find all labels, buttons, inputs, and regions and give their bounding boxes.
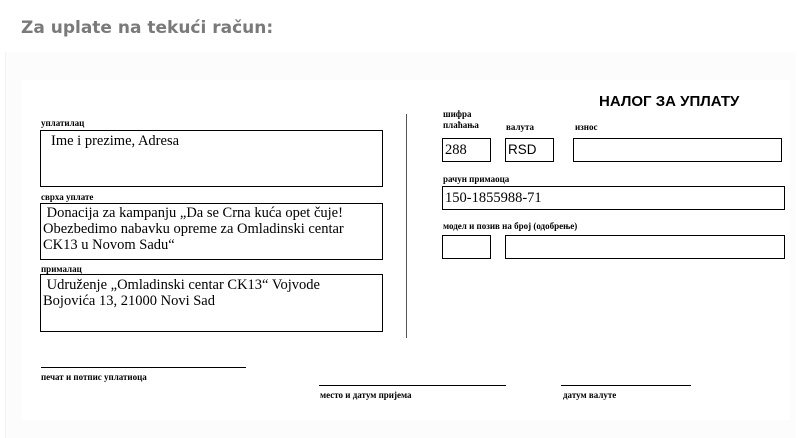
recipient-field[interactable] (40, 274, 383, 332)
payment-code-value: 288 (445, 142, 467, 158)
account-label: рачун примаоца (443, 174, 510, 184)
recipient-line-2: Bojovića 13, 21000 Novi Sad (43, 293, 215, 309)
value-date-line (561, 385, 691, 386)
purpose-line-3: CK13 u Novom Sadu“ (43, 237, 175, 253)
purpose-label: сврха уплате (41, 192, 94, 202)
model-field[interactable] (442, 235, 491, 259)
value-date-label: датум валуте (563, 390, 617, 400)
account-field[interactable] (442, 186, 785, 210)
payment-code-label: шифра (443, 109, 472, 119)
form-title: НАЛОГ ЗА УПЛАТУ (599, 93, 740, 110)
purpose-line-1: Donacija za kampanju „Da se Crna kuća opet čuje! (43, 205, 343, 221)
page-heading: Za uplate na tekući račun: (21, 18, 274, 38)
payment-code-label-2: плаћања (443, 120, 479, 130)
place-date-label: место и датум пријема (320, 390, 412, 400)
payer-value: Ime i prezime, Adresa (51, 133, 180, 149)
payer-field[interactable] (40, 130, 383, 187)
account-value: 150-1855988-71 (445, 190, 542, 206)
currency-field[interactable] (505, 138, 554, 162)
signature-line (41, 367, 246, 368)
recipient-line-1: Udruženje „Omladinski centar CK13“ Vojvode (43, 277, 320, 293)
column-divider (406, 114, 407, 338)
reference-number-field[interactable] (505, 235, 785, 259)
place-date-line (319, 385, 506, 386)
amount-field[interactable] (573, 138, 782, 162)
payer-label: уплатилац (41, 118, 85, 128)
recipient-label: прималац (41, 264, 82, 274)
purpose-field[interactable] (40, 203, 383, 260)
signature-label: печат и потпис уплатиоца (41, 372, 147, 382)
payment-code-field[interactable] (442, 138, 491, 162)
currency-value: RSD (508, 142, 537, 157)
purpose-line-2: Obezbedimo nabavku opreme za Omladinski centar (43, 221, 344, 237)
model-label: модел и позив на број (одобрење) (443, 221, 578, 231)
amount-label: износ (575, 122, 598, 132)
currency-label: валута (506, 122, 535, 132)
